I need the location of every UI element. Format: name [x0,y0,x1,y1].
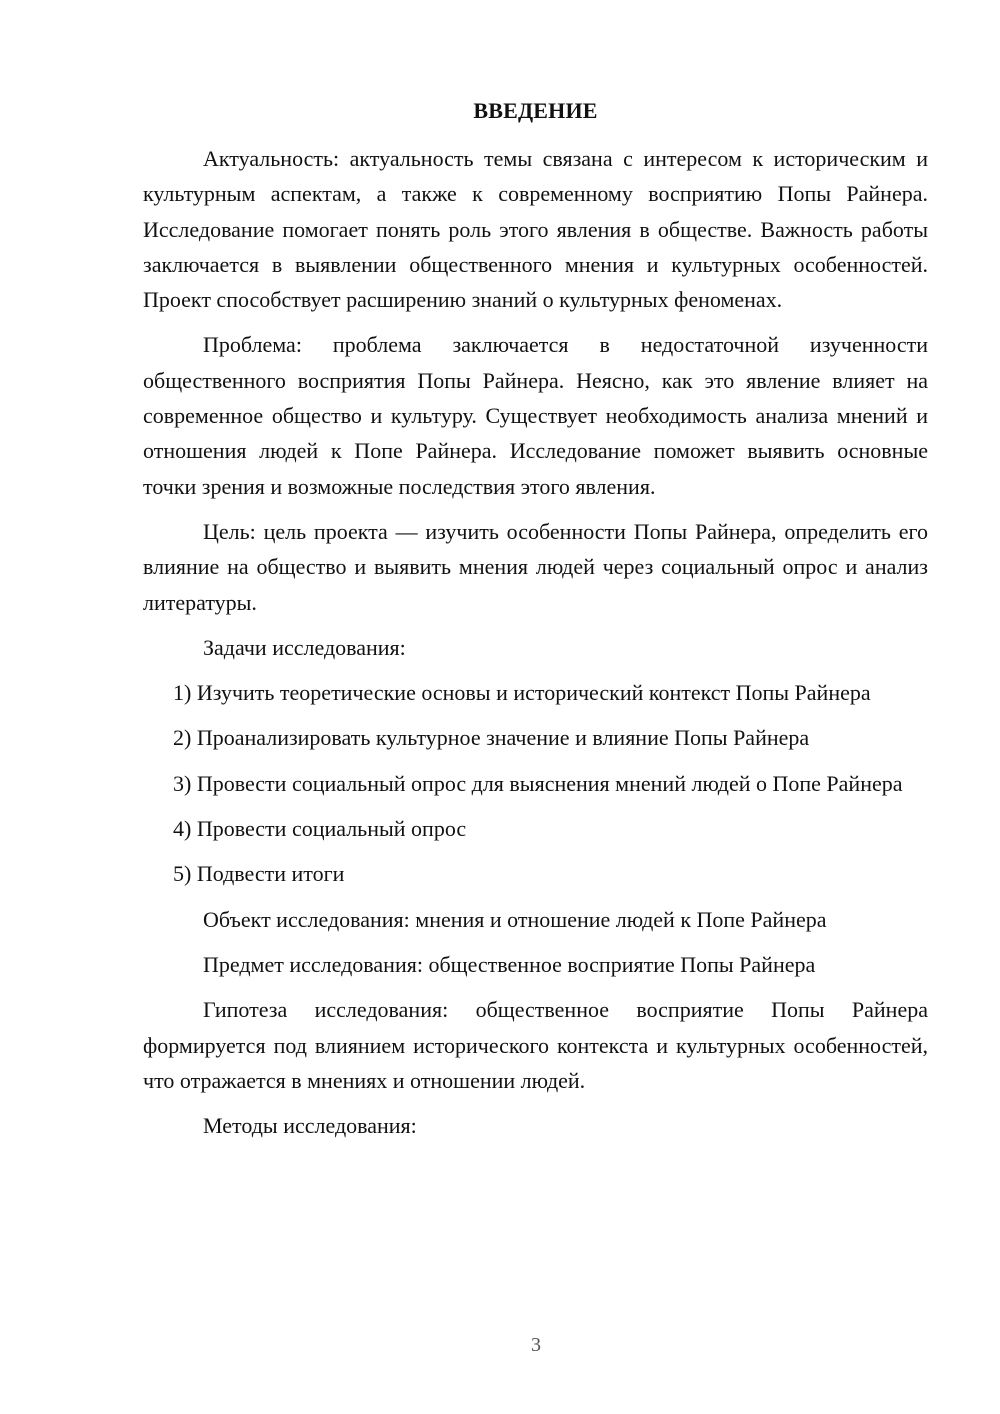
paragraph-goal: Цель: цель проекта — изучить особенности Попы Райнера, определить его влияние на общество и выявить мнения людей через социальный опрос и анализ литературы. [143,518,928,615]
paragraph-object: Объект исследования: мнения и отношение людей к Попе Райнера [203,906,827,932]
list-item: 3) Провести социальный опрос для выяснения мнений людей о Попе Райнера [173,770,903,796]
paragraph-problem: Проблема: проблема заключается в недостаточной изученности общественного восприятия Попы Райнера. Неясно, как это явление влияет на современное общество и культуру. Существует необходимость анализа мнений и отношения людей к Попе Райнера. Исследование поможет выявить основные точки зрения и возможные последствия этого явления. [143,332,928,499]
page-number: 3 [531,1334,541,1356]
list-item: 2) Проанализировать культурное значение и влияние Попы Райнера [173,725,810,751]
paragraph-subject: Предмет исследования: общественное восприятие Попы Райнера [203,951,816,977]
list-item: 5) Подвести итоги [173,861,345,887]
paragraph-methods: Методы исследования: [203,1113,417,1139]
tasks-heading: Задачи исследования: [203,634,406,660]
page-title: ВВЕДЕНИЕ [473,98,598,123]
paragraph-hypothesis: Гипотеза исследования: общественное восприятие Попы Райнера формируется под влиянием исторического контекста и культурных особенностей, что отражается в мнениях и отношении людей. [143,997,928,1093]
tasks-list [143,675,928,891]
paragraph-relevance: Актуальность: актуальность темы связана с интересом к историческим и культурным аспектам, а также к современному восприятию Попы Райнера. Исследование помогает понять роль этого явления в обществе. Важность работы заключается в выявлении общественного мнения и культурных особенностей. Проект способствует расширению знаний о культурных феноменах. [143,146,928,313]
list-item: 1) Изучить теоретические основы и исторический контекст Попы Райнера [173,680,871,706]
list-item: 4) Провести социальный опрос [173,816,467,842]
document-page [143,95,928,1153]
